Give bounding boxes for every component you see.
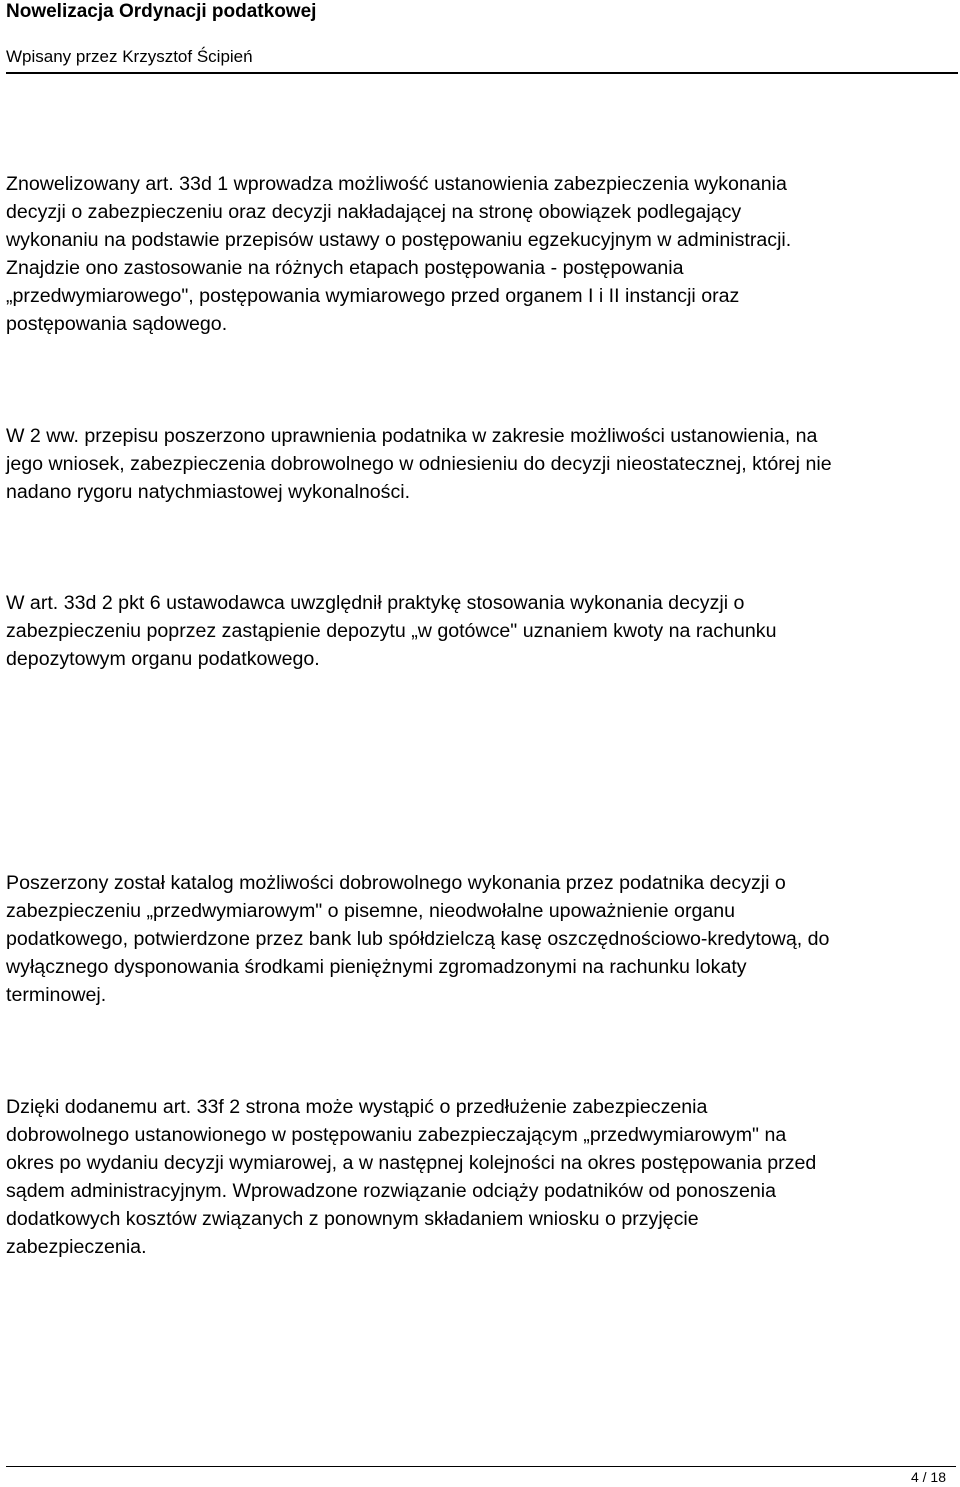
header-divider [6,72,958,74]
page-number: 4 / 18 [910,1469,946,1485]
footer-divider [6,1466,956,1467]
paragraph-3: W art. 33d 2 pkt 6 ustawodawca uwzględnił praktykę stosowania wykonania decyzji o zabezpieczeniu poprzez zastąpienie depozytu „w gotówce" uznaniem kwoty na rachunku depozytowym organu podatkowego. [6,592,777,670]
document-author: Wpisany przez Krzysztof Ścipień [6,47,253,66]
paragraph-5: Dzięki dodanemu art. 33f 2 strona może wystąpić o przedłużenie zabezpieczenia dobrowolnego ustanowionego w postępowaniu zabezpieczającym „przedwymiarowym" na okres po wydaniu decyzji wymiarowej, a w następnej kolejności na okres postępowania przed sądem administracyjnym. Wprowadzone rozwiązanie odciąży podatników od ponoszenia dodatkowych kosztów związanych z ponownym składaniem wniosku o przyjęcie zabezpieczenia. [6,1096,817,1258]
paragraph-4: Poszerzony został katalog możliwości dobrowolnego wykonania przez podatnika decyzji o zabezpieczeniu „przedwymiarowym" o pisemne, nieodwołalne upoważnienie organu podatkowego, potwierdzone przez bank lub spółdzielczą kasę oszczędnościowo-kredytową, do wyłącznego dysponowania środkami pieniężnymi zgromadzonymi na rachunku lokaty terminowej. [6,872,830,1006]
paragraph-2: W 2 ww. przepisu poszerzono uprawnienia podatnika w zakresie możliwości ustanowienia, na jego wniosek, zabezpieczenia dobrowolnego w odniesieniu do decyzji nieostatecznej, której nie nadano rygoru natychmiastowej wykonalności. [6,425,832,503]
document-title: Nowelizacja Ordynacji podatkowej [6,1,317,22]
paragraph-1: Znowelizowany art. 33d 1 wprowadza możliwość ustanowienia zabezpieczenia wykonania decyzji o zabezpieczeniu oraz decyzji nakładającej na stronę obowiązek podlegający wykonaniu na podstawie przepisów ustawy o postępowaniu egzekucyjnym w administracji. Znajdzie ono zastosowanie na różnych etapach postępowania - postępowania „przedwymiarowego", postępowania wymiarowego przed organem I i II instancji oraz postępowania sądowego. [6,173,792,335]
